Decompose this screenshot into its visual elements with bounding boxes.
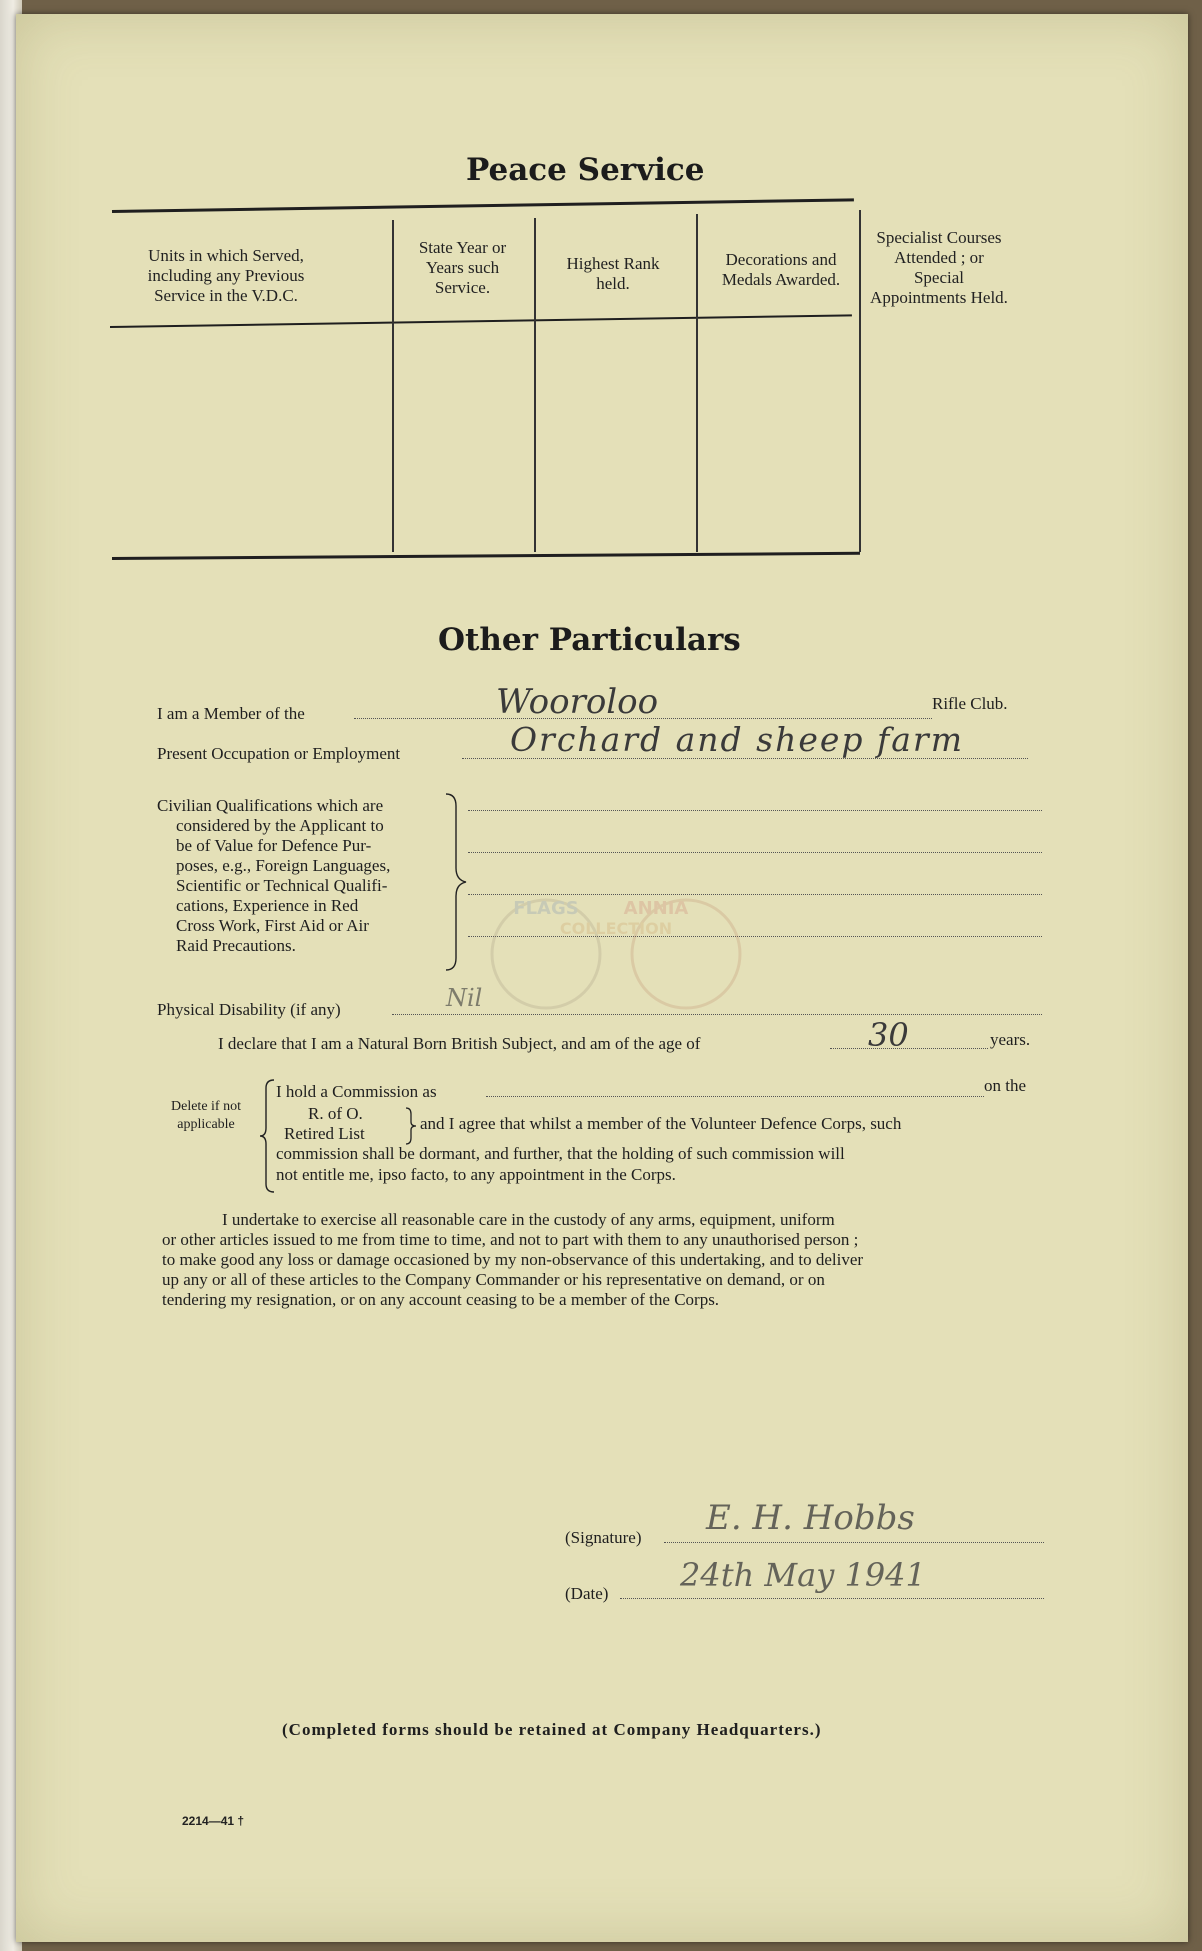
undertake-line: up any or all of these articles to the Company Commander or his representative on demand, or on: [162, 1270, 825, 1289]
commission-line3: commission shall be dormant, and further, that the holding of such commission will: [276, 1144, 845, 1163]
table-bottom-rule: [112, 552, 860, 560]
member-suffix: Rifle Club.: [932, 694, 1008, 713]
table-col-divider: [859, 210, 861, 552]
table-col-divider: [534, 218, 536, 552]
civilian-line-field: [468, 810, 1042, 811]
signature-label: (Signature): [565, 1528, 642, 1547]
disability-value: Nil: [446, 984, 483, 1012]
member-value: Wooroloo: [496, 682, 659, 722]
civilian-line: be of Value for Defence Pur-: [176, 836, 372, 855]
age-line: [830, 1048, 988, 1049]
civilian-line: considered by the Applicant to: [176, 816, 384, 835]
table-col-divider: [392, 220, 394, 552]
form-sheet: [16, 14, 1188, 1942]
signature-value: E. H. Hobbs: [706, 1498, 915, 1538]
occupation-label: Present Occupation or Employment: [157, 744, 401, 763]
signature-line: [664, 1542, 1044, 1543]
disability-line: [392, 1014, 1042, 1015]
delete-label: Delete if not applicable: [171, 1099, 241, 1132]
table-top-rule: [112, 198, 854, 213]
commission-line2: and I agree that whilst a member of the Volunteer Defence Corps, such: [420, 1114, 902, 1133]
ro-brace: [404, 1106, 418, 1146]
col-years: State Year or Years such Service.: [418, 238, 507, 297]
occupation-value: Orchard and sheep farm: [510, 720, 964, 759]
watermark-text: FLAGS: [513, 898, 579, 919]
undertake-line: tendering my resignation, or on any account ceasing to be a member of the Corps.: [162, 1290, 720, 1309]
other-particulars-title: Other Particulars: [438, 622, 741, 658]
ro-line2: Retired List: [284, 1124, 365, 1143]
watermark-text: COLLECTION: [559, 919, 673, 938]
date-label: (Date): [565, 1584, 609, 1603]
undertake-line: I undertake to exercise all reasonable care in the custody of any arms, equipment, uniform: [222, 1210, 835, 1229]
watermark-text: ANNIA: [623, 898, 689, 919]
commission-line4: not entitle me, ipso facto, to any appointment in the Corps.: [276, 1165, 676, 1184]
col-rank: Highest Rank held.: [566, 254, 660, 293]
table-header-rule: [110, 314, 852, 327]
table-col-divider: [696, 214, 698, 552]
undertake-line: or other articles issued to me from time to time, and not to part with them to any unauthorised person ;: [162, 1230, 859, 1249]
civilian-line: Raid Precautions.: [176, 936, 296, 955]
civilian-brace: [444, 792, 470, 972]
civilian-line: poses, e.g., Foreign Languages,: [176, 856, 391, 875]
civilian-line: cations, Experience in Red: [176, 896, 359, 915]
col-units: Units in which Served, including any Previous Service in the V.D.C.: [147, 246, 305, 305]
retain-note: (Completed forms should be retained at Company Headquarters.): [282, 1720, 822, 1739]
delete-brace: [260, 1078, 276, 1194]
ro-line1: R. of O.: [308, 1104, 363, 1123]
age-value: 30: [868, 1016, 909, 1054]
age-suffix: years.: [990, 1030, 1031, 1049]
date-line: [620, 1598, 1044, 1599]
col-specialist: Specialist Courses Attended ; or Special Appointments Held.: [870, 228, 1008, 307]
peace-service-title: Peace Service: [466, 152, 705, 188]
declare-label: I declare that I am a Natural Born British Subject, and am of the age of: [218, 1034, 701, 1053]
form-code: 2214—41 †: [182, 1814, 245, 1828]
civilian-line: Civilian Qualifications which are: [157, 796, 384, 815]
commission-line1: I hold a Commission as: [276, 1082, 437, 1101]
date-value: 24th May 1941: [680, 1556, 926, 1594]
civilian-line-field: [468, 852, 1042, 853]
commission-on-the: on the: [984, 1076, 1027, 1095]
member-label: I am a Member of the: [157, 704, 305, 723]
commission-field: [486, 1096, 984, 1097]
collection-stamp: [476, 894, 756, 1014]
civilian-line: Scientific or Technical Qualifi-: [176, 876, 388, 895]
undertake-line: to make good any loss or damage occasioned by my non-observance of this undertaking, and to deliver: [162, 1250, 864, 1269]
col-decorations: Decorations and Medals Awarded.: [721, 250, 841, 289]
civilian-line: Cross Work, First Aid or Air: [176, 916, 369, 935]
disability-label: Physical Disability (if any): [157, 1000, 341, 1019]
